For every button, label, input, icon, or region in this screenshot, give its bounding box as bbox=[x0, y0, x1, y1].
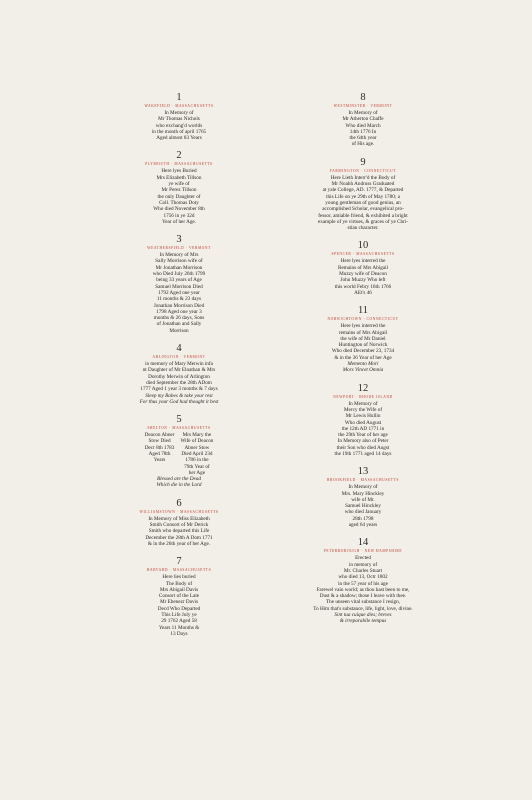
inscription-line: Huntington of Norwich bbox=[338, 342, 388, 349]
inscription-line: Mr Atherton Chaffe bbox=[342, 116, 384, 123]
epitaph-place: WAKEFIELD · MASSACHUSETTS bbox=[144, 104, 214, 108]
inscription-line: Mrs Abigail Davis bbox=[159, 586, 199, 593]
verse-line: For thus your God had thought it best bbox=[139, 398, 219, 405]
epitaph-place: FARMINGTON · CONNECTICUT bbox=[329, 168, 397, 173]
epitaph-entry bbox=[104, 414, 254, 489]
inscription-line: Mr Ebenezr Davis bbox=[159, 599, 199, 606]
verse-line: Which die in the Lord bbox=[156, 482, 202, 489]
inscription-line: Mr Noahh Andruss Graduated bbox=[331, 181, 395, 188]
epitaph-number: 1 bbox=[176, 92, 182, 103]
inscription-line: Coll. Thomas Doty bbox=[159, 199, 199, 206]
inscription-line: Mrs Elizabeth Tillson bbox=[156, 174, 202, 181]
inscription-line: 1777 Aged 1 year 3 months & 7 days bbox=[140, 386, 218, 393]
inscription-line: Who died August bbox=[344, 419, 382, 426]
inscription-line: Here Lieth Interr'd the Body of bbox=[330, 174, 396, 181]
inscription-line: Decr 8th 1783 bbox=[144, 444, 175, 451]
inscription-line: Samuel Morrison Died bbox=[155, 283, 203, 290]
epitaph-number: 10 bbox=[357, 240, 369, 252]
epitaph-place: ARLINGTON · VERMONT bbox=[152, 355, 206, 360]
inscription-line: in the month of april 1765 bbox=[151, 128, 207, 135]
epitaph-entry bbox=[104, 150, 254, 225]
epitaph-number: 6 bbox=[176, 497, 182, 509]
inscription-line: died September the 28th ADom bbox=[146, 379, 212, 386]
epitaph-place: WEATHERSFIELD · VERMONT bbox=[147, 246, 211, 251]
inscription-line: 1792 Aged one year bbox=[158, 289, 200, 296]
epitaph-place: NORWICHTOWN · CONNECTICUT bbox=[327, 317, 399, 322]
epitaph-entry bbox=[288, 305, 438, 373]
epitaph-entry bbox=[104, 92, 254, 141]
inscription-line: Consort of the Late bbox=[158, 593, 200, 600]
inscription-line: Dorothy Merwin of Arlington bbox=[148, 373, 210, 380]
inscription bbox=[288, 258, 438, 296]
inscription-line: Mrs Mary the bbox=[182, 432, 212, 439]
inscription-line: Abner Stow bbox=[184, 444, 210, 451]
inscription-line: In Memory of Mrs bbox=[159, 252, 199, 259]
inscription-line: 28th 1798 bbox=[352, 515, 374, 522]
inscription-line: Erected bbox=[355, 555, 371, 562]
inscription-line: & in the 26th year of her Age. bbox=[147, 540, 211, 547]
inscription-line: 11 months & 23 days bbox=[156, 296, 202, 303]
inscription-line: Who died December 23, 1734 bbox=[331, 348, 395, 355]
inscription-line: of Jonathan and Sally bbox=[156, 321, 202, 328]
inscription-line: Muzzy wife of Deacon bbox=[339, 271, 387, 278]
inscription-line: To Him that's substance, life, light, love, divine. bbox=[313, 605, 413, 612]
inscription-line: their Son who died Augst bbox=[336, 444, 390, 451]
epitaph-number: 9 bbox=[360, 156, 366, 168]
inscription-line: young gentleman of good genius, an bbox=[325, 199, 401, 206]
inscription-line: Jonathan Morrison Died bbox=[153, 302, 205, 309]
verse-line: Sint tua cuique dies; breves bbox=[334, 612, 392, 619]
inscription-line: wife of Mr. bbox=[351, 496, 375, 503]
epitaph-number: 11 bbox=[357, 305, 369, 317]
epitaph-entry bbox=[288, 537, 438, 624]
inscription bbox=[104, 110, 254, 141]
inscription-line: the only Daughter of bbox=[157, 193, 201, 200]
inscription-line: Samuel Hinckley bbox=[345, 503, 381, 510]
inscription-line: Mercy the Wife of bbox=[343, 406, 383, 413]
inscription-line: at yale College, AD. 1777, & Departed bbox=[322, 187, 404, 194]
inscription-line: Stow Died bbox=[148, 438, 171, 445]
verse-line: Blessed are the Dead bbox=[156, 476, 202, 483]
epitaph-place: NEWPORT · RHODE ISLAND bbox=[333, 394, 393, 399]
inscription-line: being 33 years of Age bbox=[156, 277, 202, 284]
inscription-line: her Age bbox=[188, 469, 206, 476]
epitaph-number: 8 bbox=[360, 92, 366, 103]
inscription-line: Mr Jonathan Morrison bbox=[155, 264, 203, 271]
inscription-line: In Memory of bbox=[348, 400, 378, 407]
epitaph-entry bbox=[288, 157, 438, 232]
inscription-line: stian character. bbox=[347, 225, 379, 232]
right-column bbox=[288, 92, 438, 634]
inscription-line: & in the 36 Year of her Age bbox=[334, 354, 392, 361]
inscription bbox=[288, 401, 438, 458]
inscription-line: the 29th Year of her age bbox=[338, 432, 388, 439]
inscription-line: 13 Days bbox=[170, 630, 188, 637]
inscription-line: in memory of bbox=[348, 561, 378, 568]
epitaph-place: PLYMOUTH · MASSACHUSETTS bbox=[145, 162, 213, 167]
inscription-line: 1756 in ye 32d bbox=[163, 212, 195, 219]
epitaph-verse bbox=[104, 476, 254, 489]
inscription-line: Smith Consort of Mr Derick bbox=[149, 522, 209, 529]
inscription-line: Remains of Mrs Abigail bbox=[338, 264, 388, 271]
inscription-line: remains of Mrs Abigail bbox=[338, 329, 388, 336]
inscription-right bbox=[180, 432, 213, 476]
inscription-line: In Memory of bbox=[348, 110, 378, 116]
verse-line: Sleep my Babes & take your rest bbox=[145, 392, 213, 399]
inscription-line: the 19th 1771 aged 14 days bbox=[334, 450, 392, 457]
inscription bbox=[288, 555, 438, 612]
inscription-line: Sally Morrison wife of bbox=[155, 258, 203, 265]
verse-line: Mors Vincet Omnia bbox=[342, 367, 384, 374]
inscription-line: Year of her Age. bbox=[161, 218, 197, 225]
inscription-line: Aged almost 83 Years bbox=[156, 135, 202, 142]
epitaph-entry bbox=[104, 556, 254, 637]
inscription-line: in memory of Mary Merwin infa bbox=[145, 361, 213, 368]
inscription-line: this Life on ye 29th of May 1780; a bbox=[326, 193, 400, 200]
inscription-line: months & 26 days, Sons bbox=[153, 315, 205, 322]
inscription-line: Here lyes Buried bbox=[161, 168, 197, 175]
inscription-line: Farewel vain world; as thou hast been to me, bbox=[316, 586, 410, 593]
epitaph-entry bbox=[288, 383, 438, 458]
epitaph-entry bbox=[104, 343, 254, 405]
inscription-line: Years 11 Months & bbox=[158, 624, 200, 631]
inscription-line: December the 28th A Dom 1771 bbox=[145, 534, 213, 541]
verse-line: Memento Mori bbox=[347, 361, 379, 368]
inscription-line: Morrison bbox=[169, 327, 189, 334]
inscription-line: Years bbox=[153, 457, 166, 464]
inscription-line: the 12th AD 1771 in bbox=[341, 425, 385, 432]
epitaph-verse bbox=[288, 612, 438, 625]
inscription-line: who Died July 26th 1799 bbox=[152, 271, 206, 278]
inscription-line: Mr Perez Tillson bbox=[161, 187, 197, 194]
inscription-line: Aged 78th bbox=[148, 450, 171, 457]
inscription-line: 14th 1776 In bbox=[349, 128, 377, 135]
inscription-line: John Muzzy Who left bbox=[340, 277, 386, 284]
inscription-line: Wife of Deacon bbox=[180, 438, 214, 445]
inscription-line: Dust & a shadow; those I leave with thee. bbox=[319, 593, 407, 600]
inscription-line: Who died March bbox=[345, 122, 381, 129]
inscription-line: AEt's 46 bbox=[354, 289, 372, 296]
epitaph-number: 4 bbox=[176, 343, 182, 355]
inscription-line: example of ye virtues, & graces of ye Chri- bbox=[317, 218, 409, 225]
inscription-line: Here lies buried bbox=[162, 574, 196, 581]
inscription-line: 1786 in the bbox=[185, 457, 209, 464]
epitaph-place: PETERBOROUGH · NEW HAMPSHIRE bbox=[323, 549, 403, 554]
inscription-line: fessor, amiable friend, & exhibited a bright bbox=[318, 212, 408, 219]
inscription-line: Smith who departed this Life bbox=[148, 528, 210, 535]
epitaph-entry bbox=[104, 234, 254, 334]
inscription bbox=[104, 516, 254, 547]
epitaph-entry bbox=[288, 240, 438, 296]
inscription-line: Died April 23d bbox=[181, 450, 213, 457]
inscription-line: 79th Year of bbox=[184, 463, 210, 470]
inscription bbox=[104, 361, 254, 392]
inscription-line: accomplished Scholar, evangelical pro- bbox=[322, 206, 404, 213]
inscription-line: Mrs. Mary Hinckley bbox=[341, 490, 385, 497]
inscription-line: The unseen vital substance I resign, bbox=[325, 599, 401, 606]
inscription-line: 1798 Aged one year 3 bbox=[156, 308, 202, 315]
inscription-line: In Memory also of Peter bbox=[337, 438, 389, 445]
inscription-line: Deacon Abner bbox=[144, 432, 175, 439]
epitaph-number: 3 bbox=[176, 234, 182, 246]
inscription-line: Mr Lewis Hullin bbox=[345, 413, 381, 420]
inscription bbox=[288, 323, 438, 361]
inscription-line: the wife of Mr Daniel bbox=[340, 335, 386, 342]
epitaph-number: 5 bbox=[176, 414, 182, 426]
inscription-line: In Memory of bbox=[164, 110, 194, 116]
two-column-inscription bbox=[104, 432, 254, 476]
inscription-line: Mr Thomas Nichols bbox=[158, 116, 200, 123]
epitaph-entry bbox=[288, 92, 438, 148]
inscription-line: who died January bbox=[344, 509, 382, 516]
epitaph-place: SPENCER · MASSACHUSETTS bbox=[331, 252, 395, 257]
inscription bbox=[104, 252, 254, 334]
inscription-line: Here lyes interred the bbox=[340, 323, 386, 330]
inscription-line: 29 1762 Aged 58 bbox=[161, 618, 197, 625]
inscription bbox=[288, 110, 438, 148]
inscription-line: Here lyes interred the bbox=[340, 258, 386, 265]
epitaph-verse bbox=[288, 361, 438, 374]
epitaph-place: HARVARD · MASSACHUSETTS bbox=[146, 568, 212, 573]
epitaph-number: 13 bbox=[357, 466, 369, 478]
epitaph-number: 12 bbox=[357, 382, 369, 394]
inscription-line: In Memory of Miss Elizabeth bbox=[148, 515, 210, 522]
inscription-line: this world Febry 16th 1766 bbox=[334, 283, 392, 290]
inscription-left bbox=[145, 432, 175, 476]
inscription-line: Decd Who Departed bbox=[157, 605, 201, 612]
inscription-line: in the 57 year of his age bbox=[338, 580, 388, 587]
inscription bbox=[104, 168, 254, 225]
epitaph-place: WILLIAMSTOWN · MASSACHUSETTS bbox=[139, 509, 219, 514]
epitaph-place: WESTMINSTER · VERMONT bbox=[333, 104, 393, 108]
inscription-line: Who died November 8th bbox=[153, 206, 205, 213]
inscription-line: In Memory of bbox=[348, 484, 378, 491]
inscription bbox=[288, 484, 438, 528]
epitaph-number: 2 bbox=[176, 150, 182, 162]
inscription-line: who died 13, Octr 1802 bbox=[338, 574, 388, 581]
epitaph-place: BROOKFIELD · MASSACHUSETTS bbox=[327, 478, 399, 483]
epitaph-number: 7 bbox=[176, 556, 182, 568]
epitaph-entry bbox=[104, 498, 254, 547]
epitaph-place: SHELTON · MASSACHUSETTS bbox=[147, 426, 211, 431]
inscription-line: ye wife of bbox=[168, 181, 190, 188]
inscription-line: of His age. bbox=[351, 141, 375, 148]
inscription-line: aged 64 years bbox=[348, 522, 378, 529]
inscription-line: The Body of bbox=[165, 580, 193, 587]
verse-line: & irreparabile tempus bbox=[339, 618, 387, 625]
epitaph-verse bbox=[104, 393, 254, 406]
epitaph-entry bbox=[288, 466, 438, 528]
left-column bbox=[104, 92, 254, 646]
inscription-line: nt Daughter of Mr Elnathan & Mrs bbox=[142, 367, 216, 374]
inscription-line: the 64th year bbox=[349, 135, 377, 142]
inscription-line: who exchang'd worlds bbox=[155, 122, 203, 129]
inscription-line: This Life July ye bbox=[161, 612, 197, 619]
inscription bbox=[288, 175, 438, 232]
inscription-line: Mr. Charles Stuart bbox=[343, 567, 383, 574]
epitaph-number: 14 bbox=[357, 537, 369, 549]
inscription bbox=[104, 574, 254, 637]
